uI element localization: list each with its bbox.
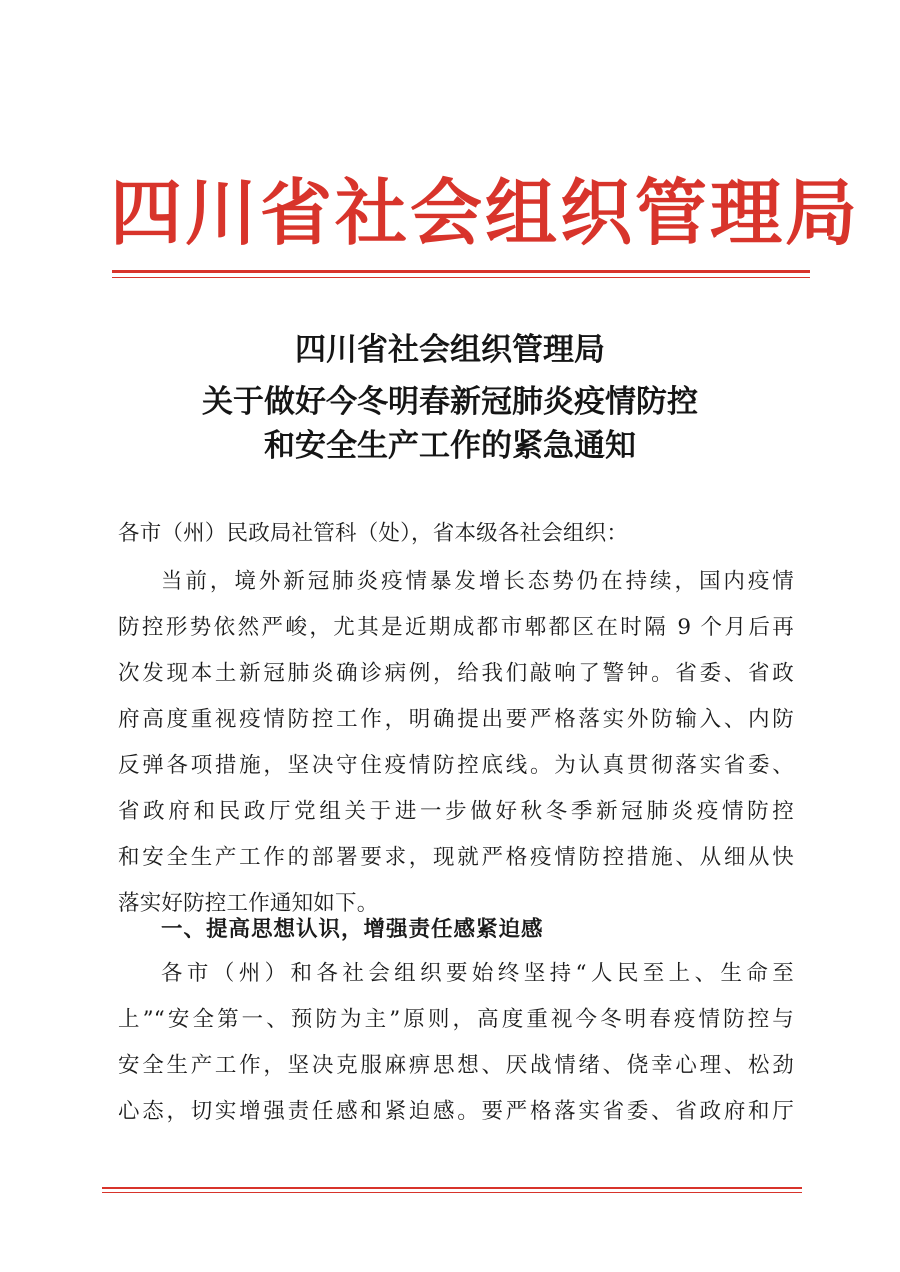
- paragraph-line: 上”“安全第一、预防为主”原则，高度重视今冬明春疫情防控与: [118, 1007, 794, 1032]
- letterhead-rule-thin: [112, 277, 810, 278]
- letterhead-rule: [112, 270, 810, 273]
- paragraph-line: 次发现本土新冠肺炎确诊病例，给我们敲响了警钟。省委、省政: [118, 661, 794, 686]
- paragraph-line: 反弹各项措施，坚决守住疫情防控底线。为认真贯彻落实省委、: [118, 753, 794, 778]
- footer-rule-thin: [102, 1192, 802, 1193]
- addressee: 各市（州）民政局社管科（处），省本级各社会组织：: [118, 521, 629, 546]
- paragraph-line: 心态，切实增强责任感和紧迫感。要严格落实省委、省政府和厅: [118, 1099, 794, 1124]
- paragraph-line: 安全生产工作，坚决克服麻痹思想、厌战情绪、侥幸心理、松劲: [118, 1053, 794, 1078]
- letterhead-title: 四川省社会组织管理局: [110, 170, 861, 255]
- paragraph-line: 省政府和民政厅党组关于进一步做好秋冬季新冠肺炎疫情防控: [118, 799, 794, 824]
- document-title-line-3: 和安全生产工作的紧急通知: [264, 428, 636, 464]
- document-title-line-1: 四川省社会组织管理局: [295, 332, 605, 368]
- document-title-line-2: 关于做好今冬明春新冠肺炎疫情防控: [202, 384, 698, 420]
- paragraph-line: 府高度重视疫情防控工作，明确提出要严格落实外防输入、内防: [118, 707, 794, 732]
- section-heading: 一、提高思想认识，增强责任感紧迫感: [161, 917, 544, 942]
- paragraph-line: 各市（州）和各社会组织要始终坚持“人民至上、生命至: [161, 961, 794, 986]
- paragraph-line: 防控形势依然严峻，尤其是近期成都市郫都区在时隔 9 个月后再: [118, 615, 794, 640]
- paragraph-line: 和安全生产工作的部署要求，现就严格疫情防控措施、从细从快: [118, 845, 794, 870]
- paragraph-line: 落实好防控工作通知如下。: [118, 891, 379, 916]
- footer-rule: [102, 1187, 802, 1189]
- paragraph-line: 当前，境外新冠肺炎疫情暴发增长态势仍在持续，国内疫情: [161, 569, 794, 594]
